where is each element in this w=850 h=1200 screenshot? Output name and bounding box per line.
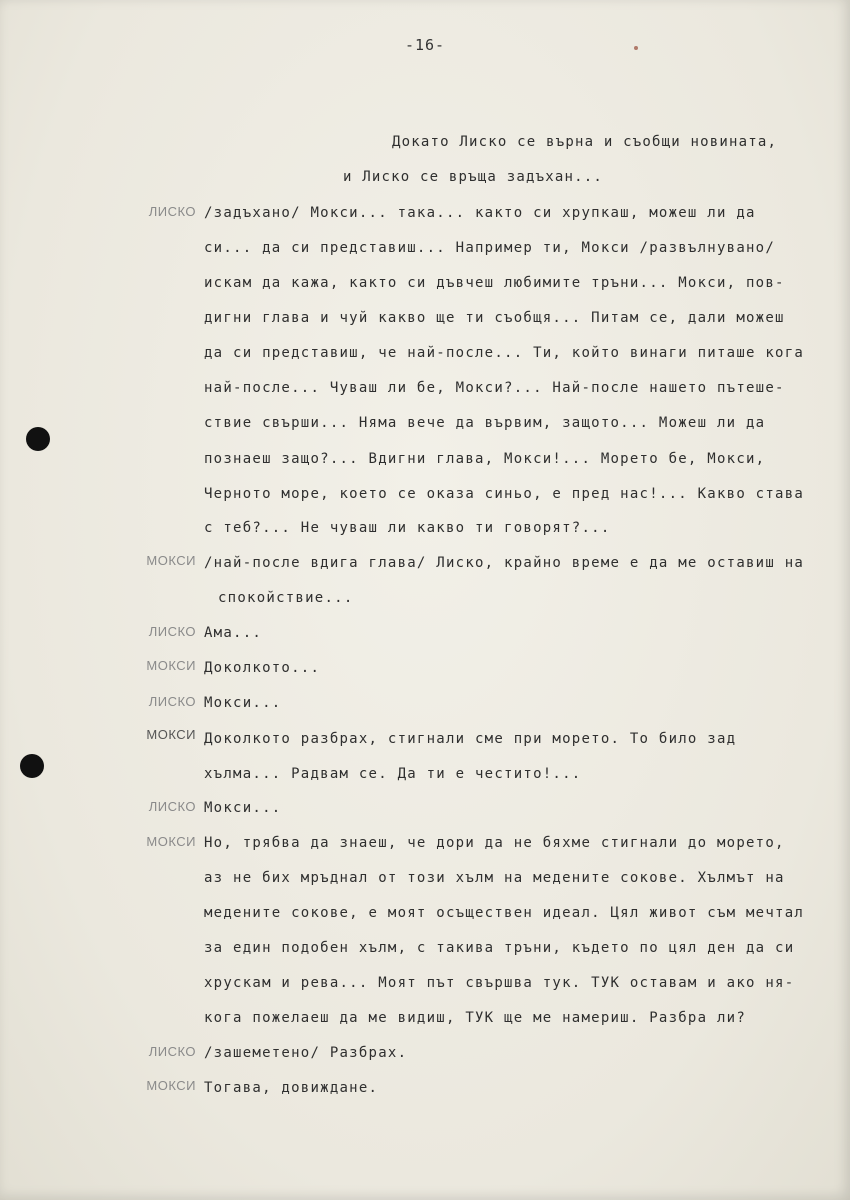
speaker-label: МОКСИ [146,727,196,742]
speaker-label: ЛИСКО [148,799,196,814]
dialogue-line: /най-после вдига глава/ Лиско, крайно време е да ме оставиш на [204,555,805,571]
dialogue-line: Доколкото... [204,660,321,676]
dialogue-line: си... да си представиш... Например ти, Мокси /развълнувано/ [204,240,776,256]
speaker-label: ЛИСКО [148,204,196,219]
dialogue-line: Черното море, което се оказа синьо, е пред нас!... Какво става [204,486,805,502]
speaker-label: ЛИСКО [148,624,196,639]
dialogue-line: познаеш защо?... Вдигни глава, Мокси!... Морето бе, Мокси, [204,451,766,467]
punch-hole [26,427,50,451]
dialogue-line: искам да кажа, както си дъвчеш любимите тръни... Мокси, пов- [204,275,785,291]
dialogue-line: Тогава, довиждане. [204,1080,379,1096]
dialogue-line: дигни глава и чуй какво ще ти съобщя... Питам се, дали можеш [204,310,785,326]
stage-direction-line: и Лиско се връща задъхан... [343,169,603,185]
speaker-label: МОКСИ [146,553,196,568]
dialogue-line: Но, трябва да знаеш, че дори да не бяхме стигнали до морето, [204,835,785,851]
speaker-label: ЛИСКО [148,694,196,709]
dialogue-line: Ама... [204,625,263,641]
dialogue-line: спокойствие... [218,590,354,606]
dialogue-line: медените сокове, е моят осъществен идеал. Цял живот съм мечтал [204,905,805,921]
dialogue-line: Мокси... [204,800,282,816]
speaker-label: МОКСИ [146,658,196,673]
stage-direction-line: Докато Лиско се върна и съобщи новината, [392,134,778,150]
dialogue-line: с теб?... Не чуваш ли какво ти говорят?... [204,520,611,536]
dialogue-line: Доколкото разбрах, стигнали сме при морето. То било зад [204,731,737,747]
dialogue-line: /зашеметено/ Разбрах. [204,1045,408,1061]
dialogue-line: за един подобен хълм, с такива тръни, където по цял ден да си [204,940,795,956]
speaker-label: МОКСИ [146,1078,196,1093]
dialogue-line: кога пожелаеш да ме видиш, ТУК ще ме намериш. Разбра ли? [204,1010,747,1026]
dialogue-line: ствие свърши... Няма вече да вървим, защото... Можеш ли да [204,415,766,431]
speaker-label: МОКСИ [146,834,196,849]
speaker-label: ЛИСКО [148,1044,196,1059]
page-number: -16- [404,36,446,54]
dialogue-line: /задъхано/ Мокси... така... както си хрупкаш, можеш ли да [204,205,756,221]
punch-hole [20,754,44,778]
dialogue-line: най-после... Чуваш ли бе, Мокси?... Най-после нашето пътеше- [204,380,785,396]
dialogue-line: хълма... Радвам се. Да ти е честито!... [204,766,582,782]
dialogue-line: аз не бих мръднал от този хълм на медените сокове. Хълмът на [204,870,785,886]
dialogue-line: Мокси... [204,695,282,711]
dialogue-line: хрускам и рева... Моят път свършва тук. ТУК оставам и ако ня- [204,975,795,991]
dialogue-line: да си представиш, че най-после... Ти, който винаги питаше кога [204,345,805,361]
